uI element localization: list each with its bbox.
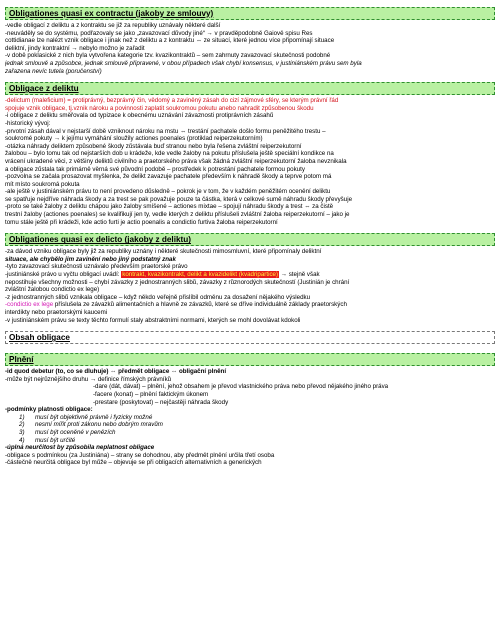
text-line: žalobou – bylo tomu tak od nejstarších dob u krádeže, kde vedle žaloby na pokutu příslušela ještě speciální kondikce na bbox=[5, 150, 334, 158]
condictio-term: -condictio ex lege bbox=[5, 301, 54, 309]
condition-item bbox=[5, 437, 495, 445]
text-line: jednak smlouvě a způsobce, jednak smlouvě připravené, v obou případech však chybí konsensus, v justiniánském právu sem byla bbox=[5, 59, 362, 67]
condition-number: 4) bbox=[19, 436, 25, 444]
text-line: -otázka náhrady deliktem způsobené škody zůstávala buď stranou nebo byla řešena zvláštní reiperzekutorní bbox=[5, 142, 302, 150]
text-line: -úplná neurčitost by způsobila neplatnost obligace bbox=[5, 444, 155, 452]
text-line: trestní žaloby (actiones poenales) se kvalifikují jen ty, vedle kterých z deliktu příslušeli zvláštní žaloba reiperzekutorní – jako je bbox=[5, 211, 350, 219]
text-line bbox=[5, 271, 495, 279]
condition-item bbox=[5, 421, 495, 429]
heading-quasi-ex-contractu: Obligationes quasi ex contractu (jakoby ze smlouvy) bbox=[5, 7, 495, 20]
text-line: situace, ale chybělo jim zavinění nebo jiný podstatný znak bbox=[5, 255, 176, 263]
condition-number: 1) bbox=[19, 413, 25, 421]
text-line: a obligace zůstala tak primárně věrná své původní podobě – prostředek k potrestání pachatele formou pokuty bbox=[5, 165, 305, 173]
text-line: nepostihuje všechny možnosti – chybí závazky z jednostranných slibů, závazky z různorodých skutečností (Justinián je chrání bbox=[5, 278, 350, 286]
text-line bbox=[5, 301, 495, 309]
condition-number: 2) bbox=[19, 421, 25, 429]
definition-line: -delictum (maleficium) = protiprávný, bezprávný čin, vědomý a zaviněný zásah do cizí zájmové sféry, se kterým právní řád bbox=[5, 97, 339, 105]
text-line: se spatřuje nejdříve náhrada škody a za trest se pak považuje pouze ta částka, která v celkové sumě náhradu škody převyšuje bbox=[5, 195, 353, 203]
text-fragment: příslušela ze závazků alimentačních a hlavně ze závazků, které se dříve individuálně základy praetorských bbox=[54, 301, 347, 309]
text-line: -pozvolna se začala prosazovat myšlenka, že delikt zavazuje pachatele především k náhradě škody a teprve potom má bbox=[5, 173, 332, 181]
document-page bbox=[5, 0, 495, 467]
text-line: -obligace s podmínkou (za Justiniána) – strany se dohodnou, aby předmět plnění určila třetí osoba bbox=[5, 451, 275, 459]
text-line: zvláštní žalobou condictio ex lege) bbox=[5, 286, 100, 294]
text-line: -vedle obligací z deliktu a z kontraktu se již za republiky uznávaly některé další bbox=[5, 22, 221, 29]
definition-line: spojuje vznik obligace, tj.vznik nároku a povinnosti zaplatit soukromou pokutu anebo nahradit způsobenou škodu bbox=[5, 104, 314, 112]
heading-plneni: Plnění bbox=[5, 353, 495, 366]
text-line: -prvotní zásah dával v nejstarší době vzniknout nároku na mstu ⇔ trestání pachatele došlo formu peněžitého trestu – bbox=[5, 127, 326, 135]
text-line: -může být nejrůznějšího druhu → definice římských právníků bbox=[5, 375, 172, 383]
text-line: -za dávod vzniku obligace byly již za republiky uznány i některé skutečnosti mimosmluvní, které připomínaly deliktní bbox=[5, 248, 322, 256]
text-line: -id quod debetur (to, co se dluhuje) ⇔ předmět obligace ⇔ obligační plnění bbox=[5, 368, 227, 376]
heading-quasi-ex-delicto: Obligationes quasi ex delicto (jakoby z deliktu) bbox=[5, 233, 495, 246]
text-line: -tyto zavazovací skutečnosti uznávalo především praetorské právo bbox=[5, 263, 188, 271]
highlighted-quadripartition: kontrakt, kvazikontrakt, delikt a kvazidelikt (kvadripartice) bbox=[122, 271, 279, 279]
text-line: soukromé pokuty → k jejímu vymáhání sloužily actiones poenales (protiklad reiperzekutorním) bbox=[5, 135, 263, 143]
text-line: -neuváděly se do systému, podřazovaly se jako „zavazovací důvody jiné“ → v pravděpodobně Gaiově spisu Res bbox=[5, 29, 313, 37]
text-line: tomu stále ještě při krádeži, kde actio furti je actio poenalis a condictio furtiva žaloba reiperzekutorní bbox=[5, 218, 278, 226]
text-line: -dare (dát, dávat) – plnění, jehož obsahem je převod vlastnického práva nebo převod nějakého jiného práva bbox=[93, 383, 389, 391]
heading-obligace-z-deliktu: Obligace z deliktu bbox=[5, 82, 495, 95]
text-line: mít místo soukromá pokuta bbox=[5, 180, 80, 188]
condition-text: musí být oceněné v penězích bbox=[35, 428, 116, 436]
text-fragment: -justiniánské právo u vyčtu obligací uvádí: bbox=[5, 271, 120, 279]
text-line: -v justiniánském právu se texty těchto formulí staly abstraktními normami, kterých se mohl dovolávat kdokoli bbox=[5, 316, 301, 324]
text-line: -proto se také žaloby z deliktu chápou jako žaloby smíšené – actiones mixtae – spojují náhradu škody a trest ⇔ za čistě bbox=[5, 203, 334, 211]
condition-text: nesmí mířit proti zákonu nebo dobrým mravům bbox=[35, 421, 163, 429]
text-line: -historický vývoj: bbox=[5, 119, 51, 127]
text-line: deliktní, jindy kontraktní → nebylo možno je zařadit bbox=[5, 44, 145, 52]
text-line: zařazena nevíc tutela (poručenství) bbox=[5, 67, 102, 75]
text-line: -v době poklasické z nich byla vytvořena kategorie tzv. kvazikontraktů – sem zahrnuty zavazovací skutečnosti podobné bbox=[5, 52, 331, 60]
text-line: -i obligace z deliktu směřovala od typizace k obecnému uznávání závaznosti protiprávních zásahů bbox=[5, 112, 274, 120]
text-line: -z jednostranných slibů vznikala obligace – když někdo veřejně přislíbil odměnu za dosažení nějakého výsledku bbox=[5, 293, 311, 301]
text-line: vrácení ukradené věci, z většiny deliktů civilního a praetorského práva však žádná zvláštní reiperzekutorní žaloba nevznikala bbox=[5, 157, 347, 165]
text-line: interdikty nebo praetorskými kaucemi bbox=[5, 309, 108, 316]
text-line: -podmínky platnosti obligace: bbox=[5, 406, 93, 414]
condition-text: musí být objektivně právně i fyzicky možné bbox=[35, 413, 153, 421]
heading-obsah-obligace: Obsah obligace bbox=[5, 331, 495, 344]
condition-item bbox=[5, 414, 495, 422]
text-line: -facere (konat) – plnění faktickým úkonem bbox=[93, 390, 209, 398]
text-line: cottidianae lze nalézt vznik obligace i jinak než z deliktu a z kontraktu ⇔ ze situací, které jednou více připomínají situace bbox=[5, 37, 335, 45]
text-line: -ale ještě v justiniánském právu to není provedeno důsledně – pokrok je v tom, že v každém peněžitém ocenění deliktu bbox=[5, 188, 331, 196]
condition-item bbox=[5, 429, 495, 437]
text-line: -prestare (poskytovat) – nejčastěji náhrada škody bbox=[93, 398, 229, 406]
text-fragment: → stejně však bbox=[280, 271, 320, 279]
condition-number: 3) bbox=[19, 428, 25, 436]
text-line: -částečně neurčitá obligace byl může – objevuje se při obligacích alternativních a generických bbox=[5, 459, 262, 467]
condition-text: musí být určité bbox=[35, 436, 76, 444]
